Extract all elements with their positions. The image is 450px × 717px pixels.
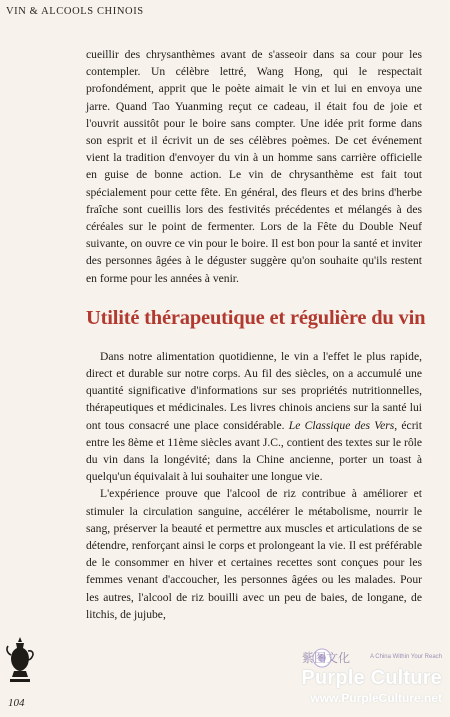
watermark-url: www.PurpleCulture.net — [310, 691, 442, 705]
paragraph-therapeutic — [86, 348, 422, 486]
paragraph-rice-wine: L'expérience prouve que l'alcool de riz contribue à améliorer et stimuler la circulation sanguine, accélérer le métabolisme, nourrir le sang, préserver la beauté et permettre aux muscles et articulations de se détendre, renforçant ainsi le corps et prolongeant la vie. Il est préférable de le consommer en hiver et certaines recettes sont conçues pour les femmes venant d'accoucher, les personnes âgées ou les malades. Pour les autres, l'alcool de riz bouilli avec un peu de baies, de longane, de litchis, de jujube, — [86, 487, 422, 621]
watermark-brand: Purple Culture — [301, 667, 442, 689]
section-title: Utilité thérapeutique et régulière du vin — [86, 306, 426, 329]
paragraph-continued: cueillir des chrysanthèmes avant de s'asseoir dans sa cour pour les contempler. Un célèbre lettré, Wang Hong, qui le respectait profondément, apprit que le poète aimait le vin et lui en envoya une jarre. Quand Tao Yuanming reçut ce cadeau, il était fou de joie et l'ouvrit aussitôt pour le boire sans compter. Une idée prit forme dans son esprit et il écrivit un de ses célèbres poèmes. De cet événement vient la tradition d'envoyer du vin à un homme sans carrière officielle en guise de bonne action. Le vin de chrysanthème est fait tout spécialement pour cette fête. En général, des fleurs et des brins d'herbe fraîche sont cueillis lors des festivités précédentes et mélangés à des céréales sur le point de fermenter. Lors de la Fête du Double Neuf suivante, on ouvre ce vin pour le boire. Il est bon pour la santé et inviter des personnes âgées à le déguster suggère qu'on souhaite qu'ils restent en forme pour les années à venir. — [86, 48, 422, 285]
body-text — [86, 46, 426, 623]
running-head: VIN & ALCOOLS CHINOIS — [6, 6, 144, 17]
wine-jug-ornament-icon — [6, 635, 34, 685]
watermark-chinese-logotype: 紫图文化 — [301, 651, 350, 665]
watermark-tagline: A China Within Your Reach — [369, 654, 442, 660]
purple-culture-watermark — [272, 647, 442, 709]
paragraph-text: , écrit entre les 8ème et 11ème siècles avant J.C., contient des textes sur le rôle du vin dans la longévité; dans la Chine ancienne, porter un toast à quelqu'un équivalait à lui souhaiter une longue vie. — [86, 418, 422, 484]
paragraph-text: Dans notre alimentation quotidienne, le vin a l'effet le plus rapide, direct et durable sur notre corps. Au fil des siècles, on a accumulé une quantité significative d'informations sur ses propriétés nutritionnelles, thérapeutiques et médicinales. Les livres chinois anciens sur la santé lui ont tous consacré une place considérable. — [86, 349, 422, 432]
book-title-italic: Le Classique des Vers — [288, 418, 395, 432]
page-number: 104 — [8, 697, 25, 709]
